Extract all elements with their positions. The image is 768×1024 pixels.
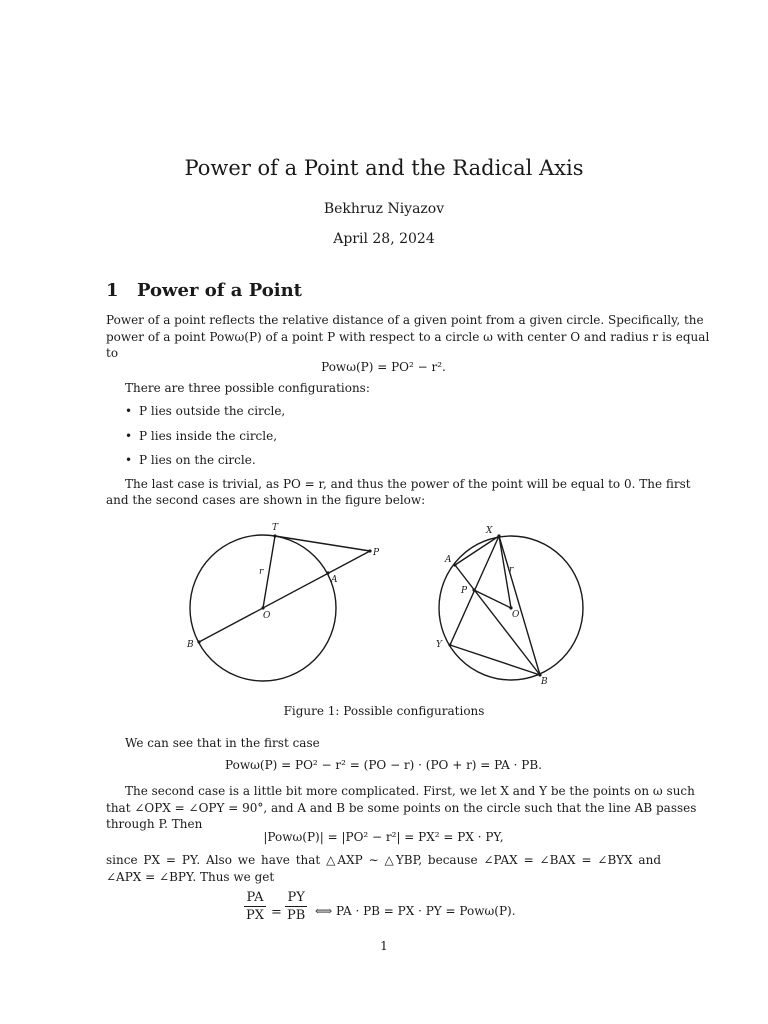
radius-ot (263, 536, 275, 608)
label-x: X (486, 526, 493, 536)
label-o-right: O (512, 610, 520, 620)
label-p-right: P (461, 586, 468, 596)
first-case-line: We can see that in the first case (125, 736, 320, 750)
page-number: 1 (380, 939, 388, 953)
formula-first-case: Powω(P) = PO² − r² = (PO − r) · (PO + r) = PA · PB. (225, 758, 542, 772)
list-item: P lies inside the circle, (139, 429, 278, 443)
section-title: Power of a Point (137, 280, 302, 301)
outside-configuration (190, 535, 370, 681)
bullet-icon: • (125, 429, 133, 443)
intro-line-1: Power of a point reflects the relative distance of a given point from a given circle. Specifically, the (106, 313, 704, 327)
last-case-line-2: and the second cases are shown in the figure below: (106, 493, 426, 507)
equals-sign: = (271, 905, 282, 920)
fraction-pa-px (244, 890, 266, 923)
since-line-1: since PX = PY. Also we have that △AXP ∼ △YBP, because ∠PAX = ∠BAX = ∠BYX and (106, 853, 661, 867)
intro-line-3: to (106, 346, 119, 360)
segment-yb (450, 645, 540, 675)
label-y: Y (436, 640, 442, 650)
formula-second-case: |Powω(P)| = |PO² − r²| = PX² = PX · PY, (263, 830, 504, 844)
second-case-line-1: The second case is a little bit more complicated. First, we let X and Y be the points on ω such (125, 784, 695, 798)
date: April 28, 2024 (333, 231, 435, 247)
label-a-right: A (445, 555, 452, 565)
label-r-right: r (509, 565, 514, 575)
label-o: O (263, 611, 271, 621)
list-item: P lies outside the circle, (139, 404, 286, 418)
fraction-bar (285, 906, 307, 907)
fraction-py-pb (285, 890, 307, 923)
label-r: r (259, 567, 264, 577)
author: Bekhruz Niyazov (323, 201, 445, 217)
fraction-numerator: PA (246, 890, 264, 905)
second-case-line-3: through P. Then (106, 817, 203, 831)
intro-line-2: power of a point Powω(P) of a point P with respect to a circle ω with center O and radius r is equal (106, 330, 710, 344)
fraction-conclusion: ⟺ PA · PB = PX · PY = Powω(P). (315, 904, 516, 918)
fraction-denominator: PB (287, 908, 306, 923)
bullet-icon: • (125, 453, 133, 467)
label-a: A (331, 575, 338, 585)
fraction-denominator: PX (246, 908, 265, 923)
list-item: P lies on the circle. (139, 453, 256, 467)
configurations-figure (180, 520, 600, 695)
since-line-2: ∠APX = ∠BPY. Thus we get (106, 870, 275, 884)
figure-caption: Figure 1: Possible configurations (283, 704, 485, 718)
label-t: T (272, 523, 279, 533)
second-case-line-2: that ∠OPX = ∠OPY = 90°, and A and B be some points on the circle such that the line AB passes (106, 801, 697, 815)
segment-po (474, 590, 511, 608)
chord-ab (455, 565, 540, 675)
label-b: B (187, 640, 194, 650)
label-b-right: B (541, 677, 548, 687)
tangent-segment (275, 536, 370, 551)
label-p: P (373, 548, 380, 558)
left-points (197, 534, 371, 643)
section-number: 1 (106, 280, 119, 301)
secant-pb (199, 551, 370, 642)
last-case-line-1: The last case is trivial, as PO = r, and thus the power of the point will be equal to 0. The first (125, 477, 691, 491)
bullet-icon: • (125, 404, 133, 418)
paper-title: Power of a Point and the Radical Axis (184, 156, 584, 180)
formula-power: Powω(P) = PO² − r². (321, 360, 446, 374)
fraction-bar (244, 906, 266, 907)
configs-intro: There are three possible configurations: (125, 381, 370, 395)
fraction-numerator: PY (287, 890, 305, 905)
